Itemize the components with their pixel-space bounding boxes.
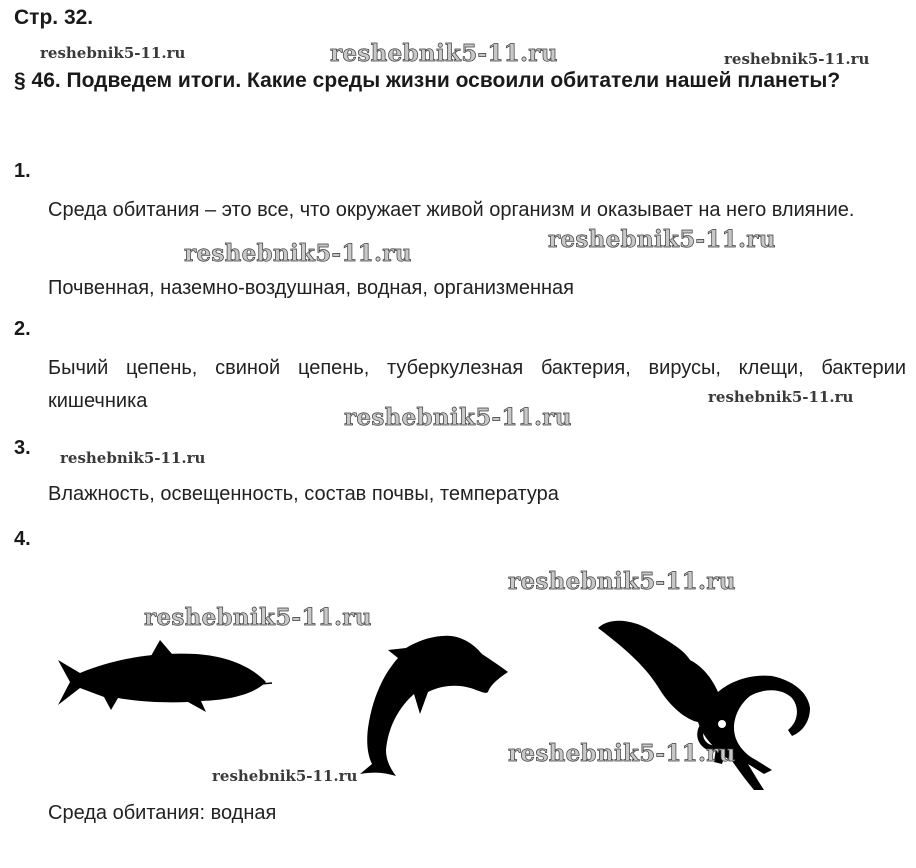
dolphin-silhouette-icon (358, 632, 510, 777)
watermark: reshebnik5-11.ru (60, 449, 206, 467)
watermark: reshebnik5-11.ru (40, 44, 186, 62)
watermark: reshebnik5-11.ru (548, 226, 776, 253)
fish-silhouette-icon (56, 640, 276, 715)
task-4-caption: Среда обитания: водная (48, 802, 277, 824)
task-number-1: 1. (14, 160, 31, 182)
watermark: reshebnik5-11.ru (508, 740, 736, 767)
task-number-3: 3. (14, 437, 31, 459)
task-3-answer: Влажность, освещенность, состав почвы, температура (48, 483, 559, 505)
section-title: § 46. Подведем итоги. Какие среды жизни освоили обитатели нашей планеты? (14, 69, 841, 92)
watermark: reshebnik5-11.ru (508, 568, 736, 595)
watermark: reshebnik5-11.ru (184, 240, 412, 267)
task-2-answer: Бычий цепень, свиной цепень, туберкулезная бактерия, вирусы, клещи, бактерии кишечника (48, 357, 906, 412)
page-label: Стр. 32. (14, 6, 94, 29)
watermark: reshebnik5-11.ru (212, 767, 358, 785)
task-1-answer: Почвенная, наземно-воздушная, водная, организменная (48, 277, 574, 299)
task-number-4: 4. (14, 528, 31, 550)
task-1-definition: Среда обитания – это все, что окружает живой организм и оказывает на него влияние. (48, 199, 855, 221)
watermark: reshebnik5-11.ru (724, 50, 870, 68)
watermark: reshebnik5-11.ru (330, 40, 558, 67)
watermark: reshebnik5-11.ru (144, 604, 372, 631)
watermark: reshebnik5-11.ru (708, 388, 854, 406)
watermark: reshebnik5-11.ru (344, 404, 572, 431)
task-number-2: 2. (14, 318, 31, 340)
